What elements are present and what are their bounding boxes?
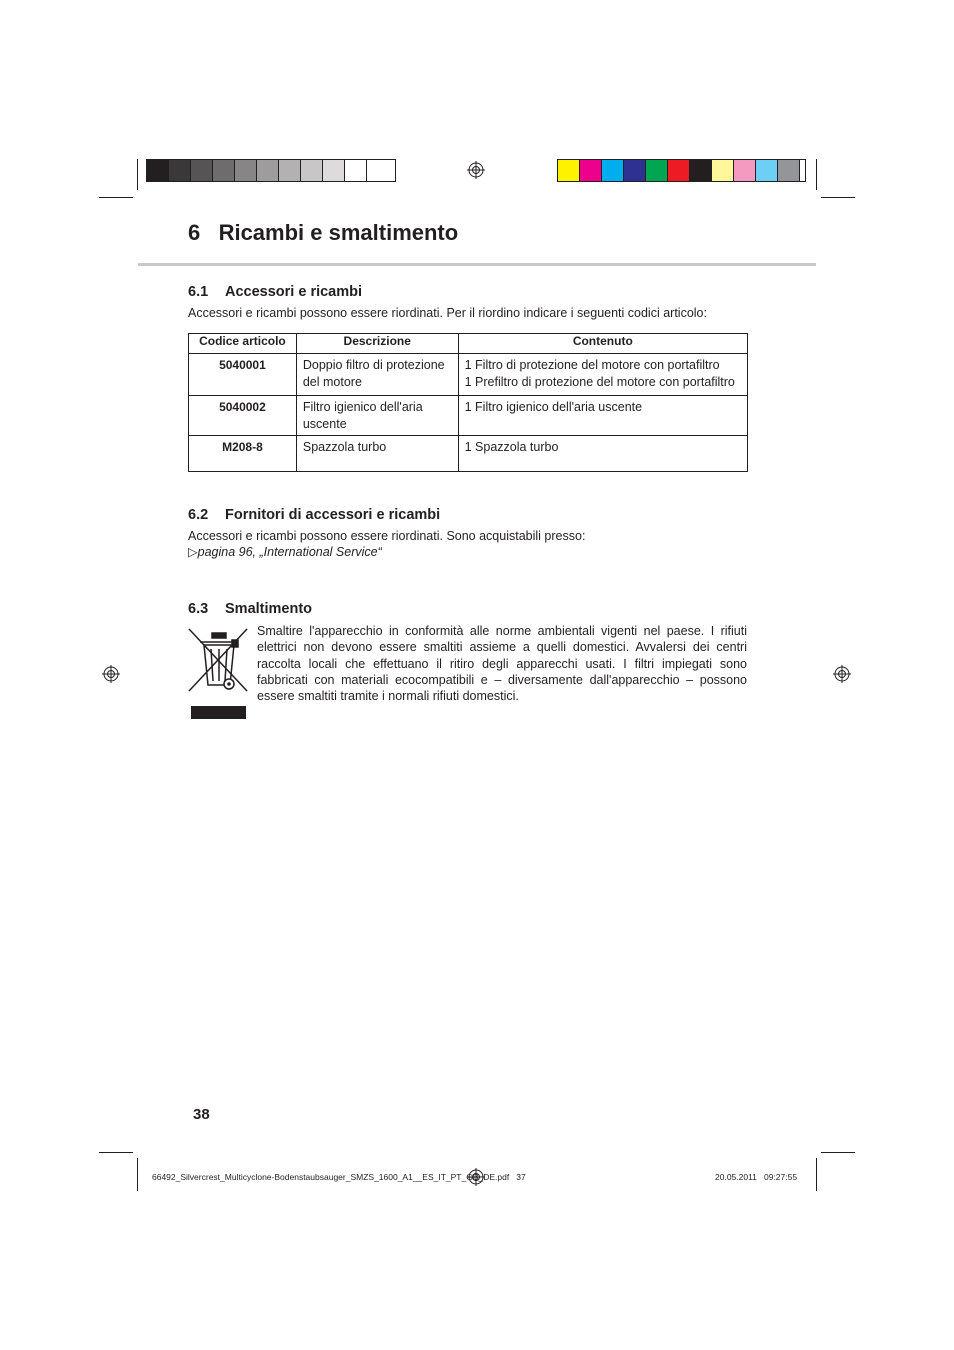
page-number: 38: [193, 1106, 210, 1123]
registration-mark-icon: [102, 665, 120, 683]
contents-line: 1 Prefiltro di protezione del motore con portafiltro: [464, 375, 735, 389]
article-contents: [458, 396, 747, 436]
disposal-text: Smaltire l'apparecchio in conformità alle norme ambientali vigenti nel paese. I rifiuti elettrici non devono essere smaltiti assieme a quelli domestici. Avvalersi dei centri raccolta locali che effettuano il ritiro degli apparecchi usati. I filtri impiegati sono fabbricati con materiali ecocompatibili e – diversamente dall'apparecchio – possono essere smaltiti tramite i normali rifiuti domestici.: [257, 624, 747, 704]
section-title: Accessori e ricambi: [225, 284, 363, 300]
color-swatch: [257, 160, 279, 181]
article-description: Doppio filtro di protezione del motore: [296, 354, 458, 396]
color-swatch: [147, 160, 169, 181]
color-swatch: [279, 160, 301, 181]
section-title: Fornitori di accessori e ricambi: [225, 507, 441, 523]
color-swatch: [235, 160, 257, 181]
article-description: Filtro igienico dell'aria uscente: [296, 396, 458, 436]
color-swatch: [712, 160, 734, 181]
section-intro: Accessori e ricambi possono essere riordinati. Per il riordino indicare i seguenti codici articolo:: [188, 306, 707, 320]
column-header: Contenuto: [458, 334, 747, 354]
article-contents: [458, 436, 747, 472]
color-swatch: [301, 160, 323, 181]
article-code: M208-8: [189, 436, 297, 472]
color-swatch: [191, 160, 213, 181]
color-swatch: [756, 160, 778, 181]
section-heading-6-1: [188, 284, 362, 300]
arrow-right-icon: ▷: [188, 545, 198, 559]
color-swatch: [778, 160, 800, 181]
article-code: 5040002: [189, 396, 297, 436]
section-number: 6.1: [188, 284, 209, 300]
color-swatch: [624, 160, 646, 181]
crop-mark: [816, 1158, 817, 1191]
table-row: [189, 354, 748, 396]
crop-mark: [137, 159, 138, 190]
contents-line: 1 Filtro igienico dell'aria uscente: [464, 400, 643, 414]
section-number: 6.3: [188, 601, 209, 617]
section-title: Smaltimento: [225, 601, 313, 617]
grayscale-calibration-bar: [146, 159, 396, 182]
color-swatch: [646, 160, 668, 181]
cross-reference[interactable]: [188, 544, 382, 561]
section-heading-6-3: [188, 601, 312, 617]
crop-mark: [137, 1158, 138, 1191]
registration-mark-icon: [467, 161, 485, 179]
color-swatch: [602, 160, 624, 181]
crop-mark: [821, 197, 855, 198]
table-row: [189, 396, 748, 436]
footer-file-info: 66492_Silvercrest_Multicyclone-Bodenstaubsauger_SMZS_1600_A1__ES_IT_PT_GB_DE.pdf 37: [152, 1172, 526, 1182]
crop-mark: [99, 197, 133, 198]
registration-mark-icon: [833, 665, 851, 683]
table-header-row: [189, 334, 748, 354]
chapter-divider: [138, 263, 816, 266]
color-swatch: [558, 160, 580, 181]
color-swatch: [580, 160, 602, 181]
crop-mark: [816, 159, 817, 190]
color-swatch: [345, 160, 367, 181]
crop-mark: [99, 1152, 133, 1153]
table-row: [189, 436, 748, 472]
contents-line: 1 Spazzola turbo: [464, 440, 559, 454]
weee-crossed-bin-icon: [187, 627, 249, 721]
article-code: 5040001: [189, 354, 297, 396]
color-swatch: [668, 160, 690, 181]
cross-reference-text: pagina 96, „International Service“: [197, 545, 382, 559]
color-calibration-bar: [557, 159, 806, 182]
color-swatch: [169, 160, 191, 181]
color-swatch: [213, 160, 235, 181]
color-swatch: [690, 160, 712, 181]
chapter-title: 6 Ricambi e smaltimento: [188, 220, 459, 245]
crop-mark: [821, 1152, 855, 1153]
color-swatch: [323, 160, 345, 181]
section-number: 6.2: [188, 507, 209, 523]
column-header: Descrizione: [296, 334, 458, 354]
column-header: Codice articolo: [189, 334, 297, 354]
article-description: Spazzola turbo: [296, 436, 458, 472]
parts-table: [188, 333, 748, 472]
color-swatch: [734, 160, 756, 181]
contents-line: 1 Filtro di protezione del motore con portafiltro: [464, 358, 720, 372]
section-text: Accessori e ricambi possono essere riordinati. Sono acquistabili presso:: [188, 529, 586, 543]
section-heading-6-2: [188, 507, 440, 523]
article-contents: [458, 354, 747, 396]
footer-timestamp: 20.05.2011 09:27:55: [715, 1172, 798, 1182]
